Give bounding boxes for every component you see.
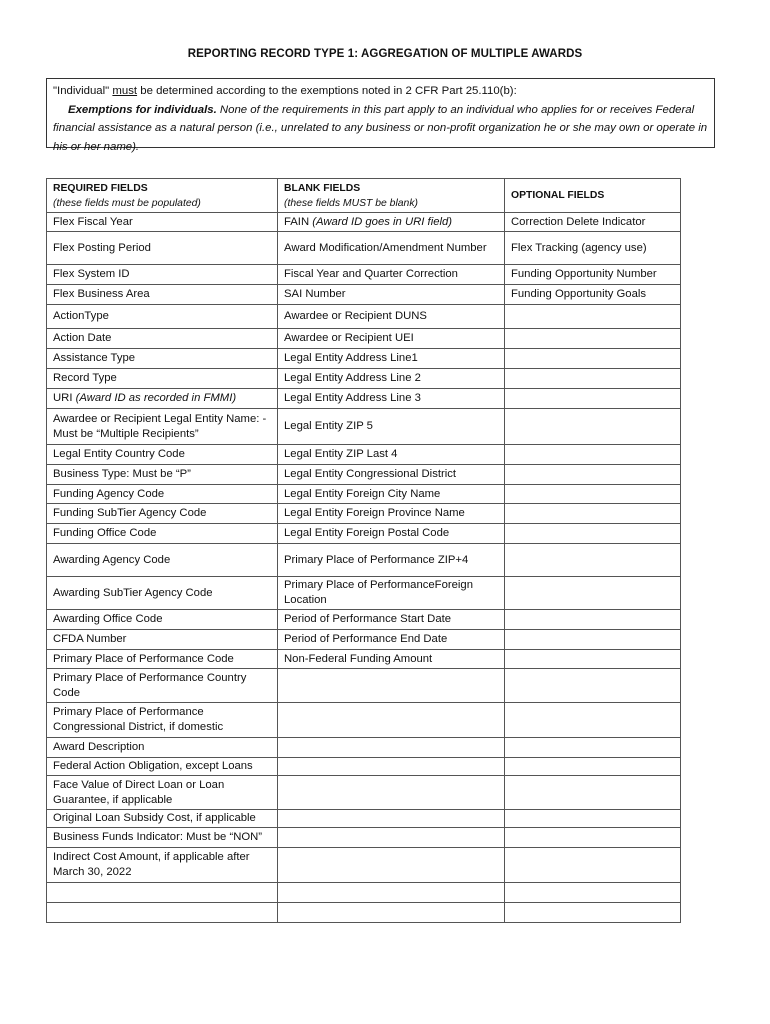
table-header-row [47,179,681,213]
blank-cell-text: Primary Place of Performance ZIP+4 [284,553,469,566]
table-row [47,504,681,524]
required-cell-text: Primary Place of Performance Code [53,652,234,665]
required-cell-text: Assistance Type [53,352,136,364]
required-cell [47,524,278,544]
table-row [47,903,681,923]
required-cell-text: Awarding Agency Code [53,553,171,566]
optional-cell [505,305,681,329]
blank-cell-text: Award Modification/Amendment Number [284,241,487,254]
optional-cell [505,544,681,577]
required-cell [47,828,278,848]
page-title: REPORTING RECORD TYPE 1: AGGREGATION OF MULTIPLE AWARDS [187,48,583,60]
required-cell [47,738,278,758]
table-row [47,650,681,669]
blank-cell-note: (Award ID goes in URI field) [309,215,453,228]
blank-cell [278,349,505,369]
note-line-1 [53,82,708,101]
blank-cell [278,848,505,883]
blank-cell [278,369,505,389]
required-cell-text: Primary Place of Performance Country Code [53,671,247,699]
blank-cell [278,285,505,305]
required-cell-text: Funding SubTier Agency Code [53,507,207,519]
blank-cell [278,903,505,923]
required-cell [47,369,278,389]
optional-cell [505,465,681,485]
required-cell [47,504,278,524]
required-cell-text: Original Loan Subsidy Cost, if applicable [53,812,256,824]
blank-cell-text: Awardee or Recipient DUNS [284,310,427,322]
table-row [47,305,681,329]
blank-cell [278,409,505,445]
note-line1-pre: "Individual" [53,85,113,97]
required-cell-text: Flex Business Area [53,288,150,300]
blank-cell [278,669,505,703]
table-row [47,369,681,389]
required-cell-text: Federal Action Obligation, except Loans [53,760,253,772]
required-cell [47,265,278,285]
table-row [47,828,681,848]
blank-cell [278,828,505,848]
required-cell-text: Indirect Cost Amount, if applicable after March 30, 2022 [53,851,250,878]
blank-cell [278,524,505,544]
required-cell [47,669,278,703]
optional-cell [505,848,681,883]
blank-cell [278,504,505,524]
required-cell-note: (Award ID as recorded in FMMI) [72,392,237,404]
optional-cell [505,213,681,232]
required-header [47,179,278,213]
blank-cell-text: Non-Federal Funding Amount [284,652,433,665]
required-cell-text: Awarding SubTier Agency Code [53,586,213,599]
blank-cell-text: Legal Entity Address Line 3 [284,392,421,404]
table-row [47,445,681,465]
required-cell [47,758,278,776]
blank-cell-text: Legal Entity Foreign Province Name [284,507,465,519]
required-cell [47,213,278,232]
required-cell [47,305,278,329]
optional-cell [505,883,681,903]
blank-cell [278,544,505,577]
blank-cell-text: Awardee or Recipient UEI [284,332,414,344]
blank-cell [278,232,505,265]
blank-cell [278,577,505,610]
optional-cell-text: Funding Opportunity Number [511,268,657,280]
table-row [47,776,681,810]
note-body-text: None of the requirements in this part apply to an individual who applies for or receives Federal financial assistance as a natural person (i.e., unrelated to any business or non-profit organization he or she may own or operate in his or her name). [53,103,708,153]
optional-cell [505,409,681,445]
required-cell [47,848,278,883]
table-row [47,758,681,776]
required-cell-text: Record Type [53,372,117,384]
blank-cell [278,630,505,650]
required-cell [47,883,278,903]
table-row [47,544,681,577]
table-row [47,630,681,650]
blank-cell [278,758,505,776]
required-cell-text: Face Value of Direct Loan or Loan Guarantee, if applicable [53,778,225,806]
blank-cell-text: Legal Entity ZIP 5 [284,420,373,432]
optional-cell [505,329,681,349]
required-cell [47,630,278,650]
table-row [47,524,681,544]
optional-cell [505,577,681,610]
optional-cell [505,349,681,369]
required-cell-text: Flex Fiscal Year [53,215,133,228]
optional-cell [505,630,681,650]
required-cell-text: CFDA Number [53,633,127,645]
blank-cell [278,610,505,630]
required-header-label: REQUIRED FIELDS [53,182,148,194]
table-row [47,389,681,409]
required-cell [47,903,278,923]
blank-header [278,179,505,213]
blank-cell [278,465,505,485]
required-cell-text: Business Funds Indicator: Must be “NON” [53,831,263,843]
table-row [47,329,681,349]
fields-table [46,178,681,923]
blank-cell [278,738,505,758]
table-row [47,232,681,265]
blank-cell-text: Legal Entity Address Line1 [284,352,418,364]
blank-cell [278,389,505,409]
optional-cell-text: Funding Opportunity Goals [511,288,647,300]
table-row [47,409,681,445]
required-cell [47,232,278,265]
required-cell-text: Funding Office Code [53,527,157,539]
table-row [47,349,681,369]
blank-cell-text: Primary Place of PerformanceForeign Location [284,579,473,606]
optional-cell [505,669,681,703]
blank-cell [278,883,505,903]
blank-cell [278,650,505,669]
blank-cell [278,776,505,810]
table-row [47,485,681,504]
required-cell [47,329,278,349]
optional-cell [505,810,681,828]
required-cell-text: ActionType [53,310,109,322]
required-header-sub: (these fields must be populated) [53,197,201,209]
optional-cell-text: Correction Delete Indicator [511,215,646,228]
optional-cell [505,369,681,389]
optional-cell [505,232,681,265]
note-must: must [112,85,138,97]
blank-cell-text: Fiscal Year and Quarter Correction [284,268,458,280]
table-row [47,848,681,883]
optional-cell [505,445,681,465]
blank-cell-text: Legal Entity Address Line 2 [284,372,421,384]
optional-cell [505,610,681,630]
optional-cell [505,776,681,810]
note-line1-post: be determined according to the exemptions noted in 2 CFR Part 25.110(b): [137,85,517,97]
optional-cell [505,389,681,409]
required-cell-text: Funding Agency Code [53,487,165,500]
table-row [47,213,681,232]
required-cell-text: Action Date [53,332,112,344]
optional-cell [505,758,681,776]
required-cell [47,650,278,669]
required-cell [47,445,278,465]
blank-cell [278,810,505,828]
required-cell-text: URI [53,392,73,404]
table-row [47,577,681,610]
optional-cell [505,903,681,923]
table-row [47,810,681,828]
optional-cell [505,285,681,305]
note-body [53,101,708,157]
blank-header-label: BLANK FIELDS [284,182,361,194]
note-bold-lead: Exemptions for individuals. [68,103,217,116]
required-cell [47,465,278,485]
required-cell [47,485,278,504]
table-row [47,465,681,485]
blank-cell-text: Legal Entity ZIP Last 4 [284,448,398,460]
required-cell-text: Award Description [53,741,145,753]
blank-cell-text: Legal Entity Congressional District [284,468,457,480]
blank-cell [278,265,505,285]
required-cell [47,389,278,409]
table-row [47,703,681,738]
required-cell-text: Flex Posting Period [53,241,151,254]
blank-cell-text: FAIN [284,215,310,228]
blank-cell [278,329,505,349]
required-cell-text: Awardee or Recipient Legal Entity Name: - Must be “Multiple Recipients” [53,412,267,440]
required-cell [47,409,278,445]
optional-cell [505,265,681,285]
table-row [47,883,681,903]
table-row [47,738,681,758]
required-cell [47,349,278,369]
optional-cell [505,828,681,848]
blank-cell-text: SAI Number [284,288,346,300]
blank-cell [278,305,505,329]
required-cell [47,703,278,738]
optional-header: OPTIONAL FIELDS [505,179,681,213]
required-cell-text: Flex System ID [53,268,130,280]
blank-cell [278,703,505,738]
optional-cell [505,650,681,669]
optional-cell [505,703,681,738]
blank-cell-text: Period of Performance End Date [284,633,448,645]
required-cell [47,810,278,828]
optional-cell [505,485,681,504]
required-cell [47,577,278,610]
table-row [47,265,681,285]
individual-exemption-note [46,78,715,153]
required-cell-text: Primary Place of Performance Congressional District, if domestic [53,706,224,733]
required-cell [47,285,278,305]
table-row [47,285,681,305]
optional-cell [505,524,681,544]
required-cell-text: Awarding Office Code [53,613,163,625]
blank-header-sub: (these fields MUST be blank) [284,197,418,209]
blank-cell [278,213,505,232]
blank-cell-text: Period of Performance Start Date [284,613,452,625]
blank-cell-text: Legal Entity Foreign Postal Code [284,527,450,539]
required-cell [47,610,278,630]
table-row [47,610,681,630]
blank-cell-text: Legal Entity Foreign City Name [284,487,441,500]
required-cell-text: Business Type: Must be “P” [53,468,191,480]
required-cell [47,776,278,810]
blank-cell [278,445,505,465]
optional-cell-text: Flex Tracking (agency use) [511,241,647,254]
blank-cell [278,485,505,504]
optional-cell [505,504,681,524]
required-cell [47,544,278,577]
table-row [47,669,681,703]
optional-cell [505,738,681,758]
required-cell-text: Legal Entity Country Code [53,448,185,460]
